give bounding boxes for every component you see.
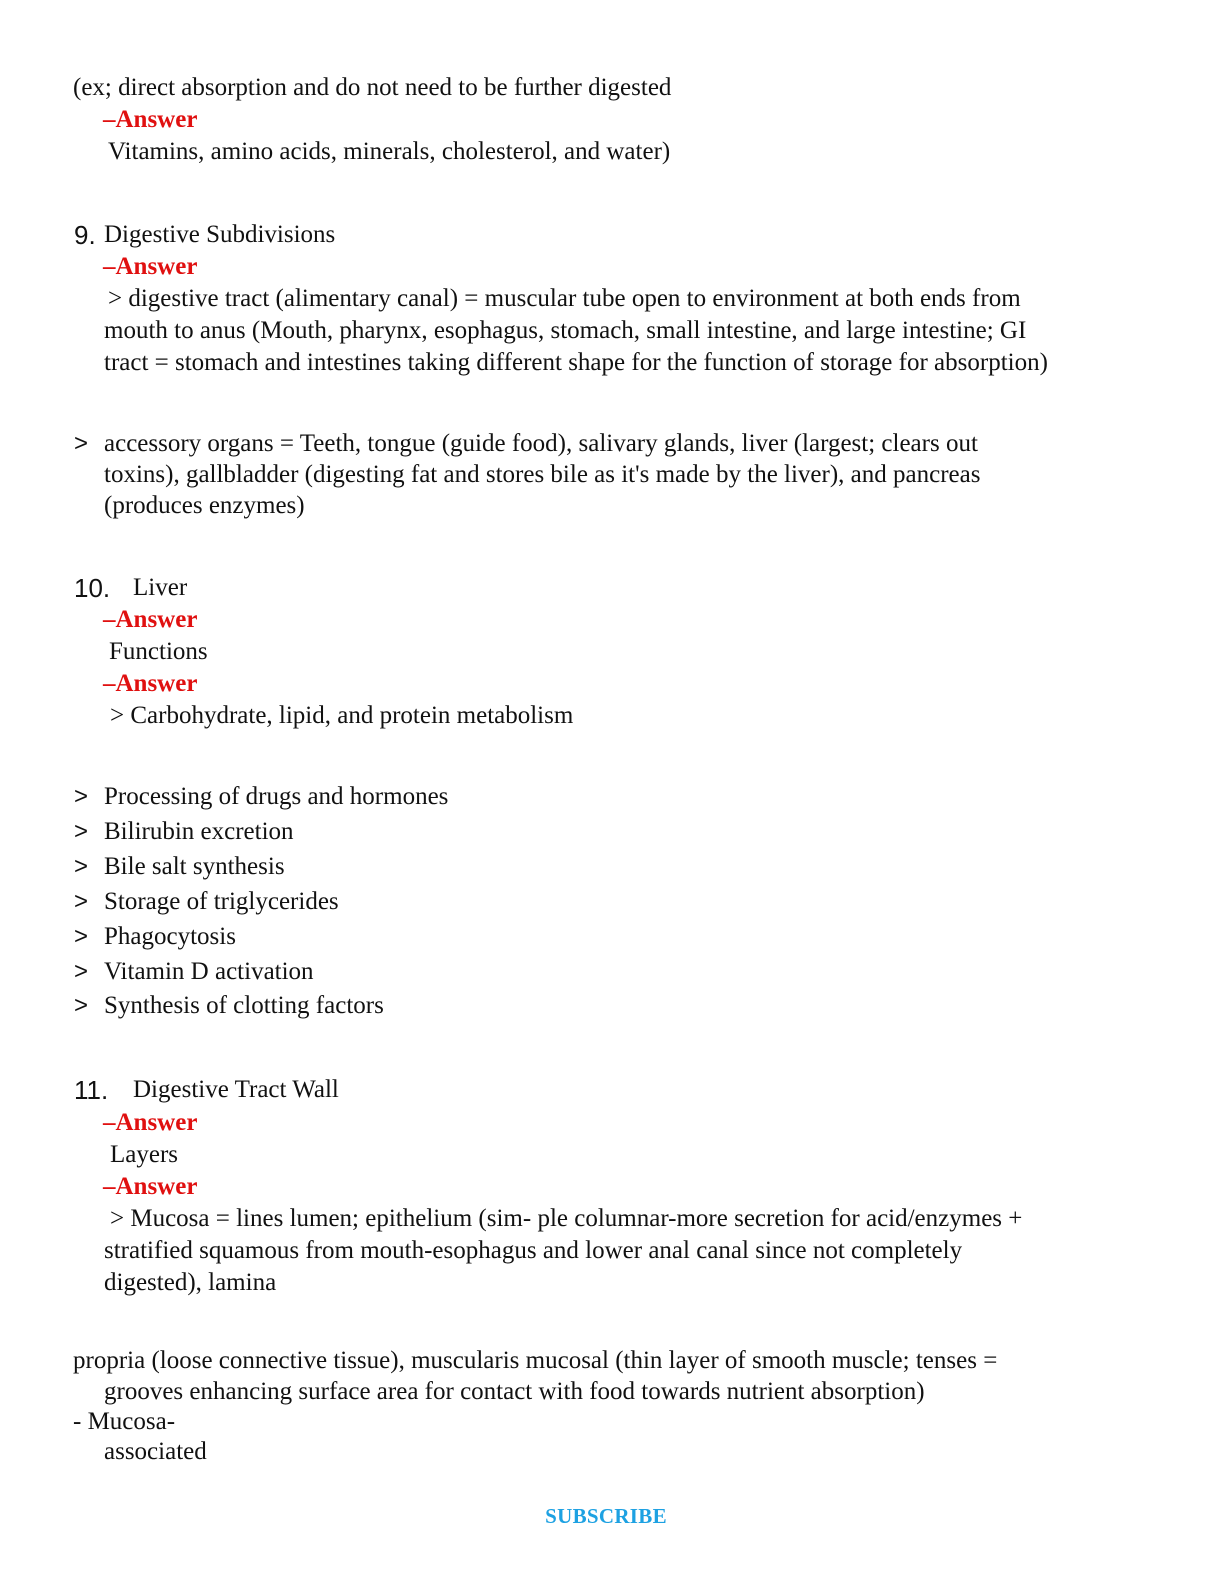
function-item: Vitamin D activation — [104, 958, 314, 985]
answer-text-line: > digestive tract (alimentary canal) = muscular tube open to environment at both ends from — [108, 285, 1021, 312]
question-title-9: Digestive Subdivisions — [104, 221, 336, 248]
answer-label: –Answer — [103, 1109, 198, 1136]
layers-label: Layers — [110, 1141, 179, 1168]
intro-answer-text: Vitamins, amino acids, minerals, cholesterol, and water) — [108, 138, 671, 165]
answer-label: –Answer — [103, 106, 198, 133]
bullet-marker: > — [74, 992, 89, 1019]
answer-label: –Answer — [103, 253, 198, 280]
question-number-11: 11. — [74, 1075, 109, 1105]
function-item: Processing of drugs and hormones — [104, 783, 449, 810]
propria-line: - Mucosa- — [73, 1408, 176, 1435]
accessory-line: toxins), gallbladder (digesting fat and stores bile as it's made by the liver), and pancreas — [104, 461, 981, 488]
propria-line: associated — [104, 1438, 207, 1465]
mucosa-line: > Mucosa = lines lumen; epithelium (sim- ple columnar-more secretion for acid/enzymes + — [110, 1205, 1023, 1232]
answer-label: –Answer — [103, 1173, 198, 1200]
answer-label: –Answer — [103, 606, 198, 633]
bullet-marker: > — [74, 958, 89, 985]
bullet-marker: > — [74, 888, 89, 915]
intro-line: (ex; direct absorption and do not need to be further digested — [73, 74, 672, 101]
propria-line: grooves enhancing surface area for contact with food towards nutrient absorption) — [104, 1378, 925, 1405]
function-item: Bilirubin excretion — [104, 818, 294, 845]
bullet-marker: > — [74, 853, 89, 880]
functions-label: Functions — [109, 638, 208, 665]
function-item: Storage of triglycerides — [104, 888, 339, 915]
bullet-marker: > — [74, 818, 89, 845]
bullet-marker: > — [74, 923, 89, 950]
accessory-line: accessory organs = Teeth, tongue (guide food), salivary glands, liver (largest; clears out — [104, 430, 978, 457]
function-item: Phagocytosis — [104, 923, 236, 950]
mucosa-line: stratified squamous from mouth-esophagus and lower anal canal since not completely — [104, 1237, 963, 1264]
question-title-10: Liver — [133, 574, 188, 601]
function-item: Synthesis of clotting factors — [104, 992, 384, 1019]
bullet-marker: > — [74, 783, 89, 810]
answer-label: –Answer — [103, 670, 198, 697]
function-item: > Carbohydrate, lipid, and protein metabolism — [110, 702, 574, 729]
answer-text-line: tract = stomach and intestines taking different shape for the function of storage for absorption) — [104, 349, 1048, 376]
question-number-9: 9. — [74, 220, 96, 250]
accessory-line: (produces enzymes) — [104, 492, 305, 519]
subscribe-link[interactable]: SUBSCRIBE — [545, 1504, 667, 1528]
bullet-marker: > — [74, 430, 89, 457]
propria-line: propria (loose connective tissue), muscularis mucosal (thin layer of smooth muscle; tenses = — [73, 1347, 998, 1374]
question-number-10: 10. — [74, 573, 111, 603]
function-item: Bile salt synthesis — [104, 853, 285, 880]
answer-text-line: mouth to anus (Mouth, pharynx, esophagus, stomach, small intestine, and large intestine; GI — [104, 317, 1027, 344]
question-title-11: Digestive Tract Wall — [133, 1076, 339, 1103]
mucosa-line: digested), lamina — [104, 1269, 277, 1296]
